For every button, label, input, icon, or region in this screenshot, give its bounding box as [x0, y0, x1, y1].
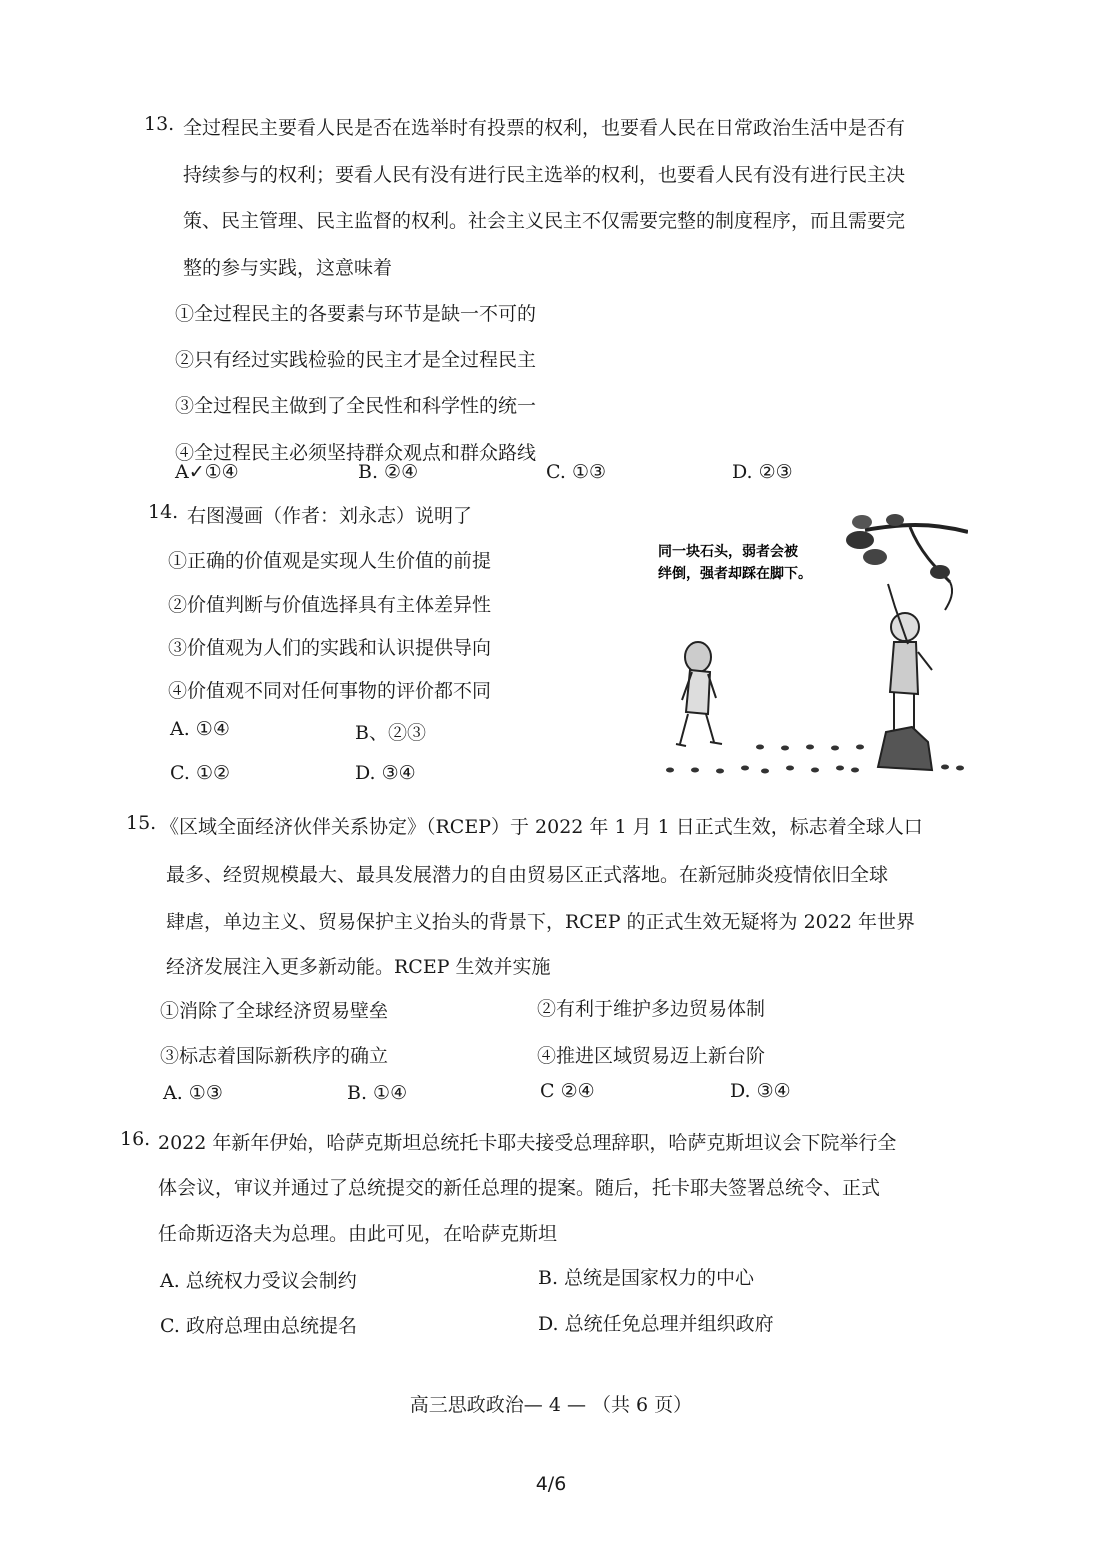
statement-4: ④推进区域贸易迈上新台阶 — [537, 1045, 766, 1067]
tree-icon — [846, 514, 968, 610]
question-stem-line: 2022 年新年伊始，哈萨克斯坦总统托卡耶夫接受总理辞职，哈萨克斯坦议会下院举行全 — [158, 1132, 897, 1154]
cartoon-caption-line-2: 绊倒，强者却踩在脚下。 — [658, 566, 812, 582]
question-number: 14. — [148, 501, 179, 523]
question-stem-line: 策、民主管理、民主监督的权利。社会主义民主不仅需要完整的制度程序，而且需要完 — [183, 210, 906, 232]
statement-4: ④全过程民主必须坚持群众观点和群众路线 — [175, 442, 537, 464]
cartoon-illustration — [650, 512, 968, 782]
option-c: C. ①③ — [546, 461, 607, 483]
option-a: A. 总统权力受议会制约 — [160, 1270, 357, 1292]
cartoon-caption-line-1: 同一块石头，弱者会被 — [658, 544, 798, 560]
option-d: D. ②③ — [732, 461, 793, 483]
question-stem-line: 体会议，审议并通过了总统提交的新任总理的提案。随后，托卡耶夫签署总统令、正式 — [158, 1177, 881, 1199]
option-b: B、②③ — [355, 722, 426, 744]
question-number: 15. — [126, 812, 157, 834]
statement-3: ③价值观为人们的实践和认识提供导向 — [168, 637, 492, 659]
strong-person-icon — [888, 584, 932, 730]
statement-2: ②只有经过实践检验的民主才是全过程民主 — [175, 349, 537, 371]
statement-3: ③全过程民主做到了全民性和科学性的统一 — [175, 395, 537, 417]
option-a: A. ①③ — [163, 1082, 223, 1104]
option-a: A✓①④ — [175, 461, 239, 483]
option-a: A. ①④ — [170, 718, 230, 740]
question-stem-line: 最多、经贸规模最大、最具发展潜力的自由贸易区正式落地。在新冠肺炎疫情依旧全球 — [166, 864, 889, 886]
page-footer: 高三思政政治— 4 — （共 6 页） — [409, 1394, 693, 1416]
statement-4: ④价值观不同对任何事物的评价都不同 — [168, 680, 492, 702]
page-indicator: 4/6 — [535, 1473, 567, 1495]
question-stem-line: 任命斯迈洛夫为总理。由此可见，在哈萨克斯坦 — [158, 1223, 558, 1245]
statement-2: ②有利于维护多边贸易体制 — [537, 998, 766, 1020]
question-stem-line: 持续参与的权利；要看人民有没有进行民主选举的权利，也要看人民有没有进行民主决 — [183, 164, 906, 186]
question-stem: 右图漫画（作者：刘永志）说明了 — [187, 505, 473, 527]
option-d: D. ③④ — [730, 1080, 791, 1102]
rock-icon — [878, 727, 932, 770]
option-b: B. 总统是国家权力的中心 — [538, 1267, 755, 1289]
statement-1: ①全过程民主的各要素与环节是缺一不可的 — [175, 303, 537, 325]
weak-person-icon — [676, 642, 722, 746]
question-number: 16. — [120, 1128, 151, 1150]
question-stem-line: 整的参与实践，这意味着 — [183, 257, 393, 279]
question-stem-line: 经济发展注入更多新动能。RCEP 生效并实施 — [166, 956, 551, 978]
option-c: C ②④ — [540, 1080, 595, 1102]
question-stem-line: 肆虐，单边主义、贸易保护主义抬头的背景下，RCEP 的正式生效无疑将为 2022 年世界 — [166, 911, 915, 933]
question-number: 13. — [144, 113, 175, 135]
option-b: B. ①④ — [347, 1082, 408, 1104]
option-b: B. ②④ — [358, 461, 419, 483]
statement-2: ②价值判断与价值选择具有主体差异性 — [168, 594, 492, 616]
statement-1: ①正确的价值观是实现人生价值的前提 — [168, 550, 492, 572]
question-stem-line: 《区域全面经济伙伴关系协定》（RCEP）于 2022 年 1 月 1 日正式生效，标志着全球人口 — [160, 816, 923, 838]
option-d: D. ③④ — [355, 762, 416, 784]
question-stem-line: 全过程民主要看人民是否在选举时有投票的权利，也要看人民在日常政治生活中是否有 — [183, 117, 906, 139]
statement-1: ①消除了全球经济贸易壁垒 — [160, 1000, 389, 1022]
option-d: D. 总统任免总理并组织政府 — [538, 1313, 774, 1335]
statement-3: ③标志着国际新秩序的确立 — [160, 1045, 389, 1067]
option-c: C. 政府总理由总统提名 — [160, 1315, 357, 1337]
option-c: C. ①② — [170, 762, 231, 784]
